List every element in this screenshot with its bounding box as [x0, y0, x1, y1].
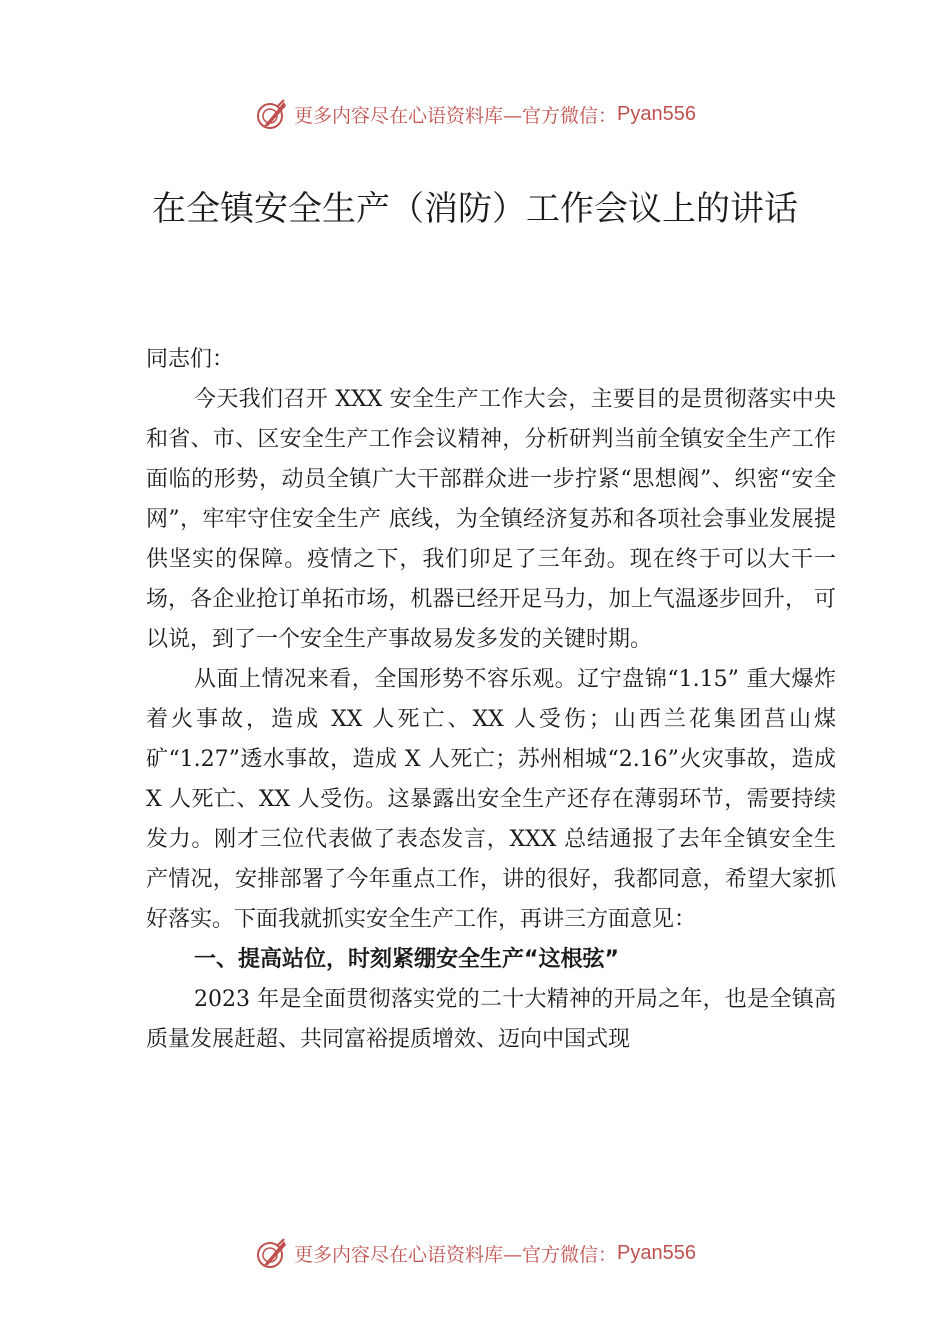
section-heading-1: 一、提高站位，时刻紧绷安全生产“这根弦”	[194, 947, 619, 972]
watermark-text: 更多内容尽在心语资料库—官方微信：	[294, 1243, 618, 1266]
watermark-text: 更多内容尽在心语资料库—官方微信：	[294, 104, 618, 127]
paragraph-2: 从面上情况来看，全国形势不容乐观。辽宁盘锦“1.15” 重大爆炸着火事故，造成 XX 人死亡、XX 人受伤；山西兰花集团莒山煤矿“1.27”透水事故，造成 X 人死亡；苏州相城“2.16”火灾事故，造成 X 人死亡、XX 人受伤。这暴露出安全生产还存在薄弱环节，需要持续发力。刚才三位代表做了表态发言，XXX 总结通报了去年全镇安全生产情况，安排部署了今年重点工作，讲的很好，我都同意，希望大家抓好落实。下面我就抓实安全生产工作，再讲三方面意见：	[146, 667, 836, 932]
paragraph-1: 今天我们召开 XXX 安全生产工作大会，主要目的是贯彻落实中央和省、市、区安全生产工作会议精神，分析研判当前全镇安全生产工作面临的形势，动员全镇广大干部群众进一步拧紧“思想阀”、织密“安全网”，牢牢守住安全生产 底线，为全镇经济复苏和各项社会事业发展提供坚实的保障。疫情之下，我们卯足了三年劲。现在终于可以大干一场，各企业抢订单拓市场，机器已经开足马力，加上气温逐步回升， 可以说，到了一个安全生产事故易发多发的关键时期。	[146, 387, 836, 652]
section-paragraph: 2023 年是全面贯彻落实党的二十大精神的开局之年，也是全镇高质量发展赶超、共同富裕提质增效、迈向中国式现	[146, 987, 836, 1052]
salutation: 同志们：	[146, 347, 235, 372]
watermark-wechat-id: Pyan556	[617, 102, 696, 125]
document-body	[146, 340, 836, 1060]
document-title: 在全镇安全生产（消防）工作会议上的讲话	[152, 189, 798, 229]
watermark-banner-bottom	[0, 1233, 950, 1273]
quill-logo-icon	[254, 1235, 290, 1271]
watermark-wechat-id: Pyan556	[617, 1241, 696, 1264]
watermark-banner-top	[0, 94, 950, 134]
quill-logo-icon	[254, 96, 290, 132]
